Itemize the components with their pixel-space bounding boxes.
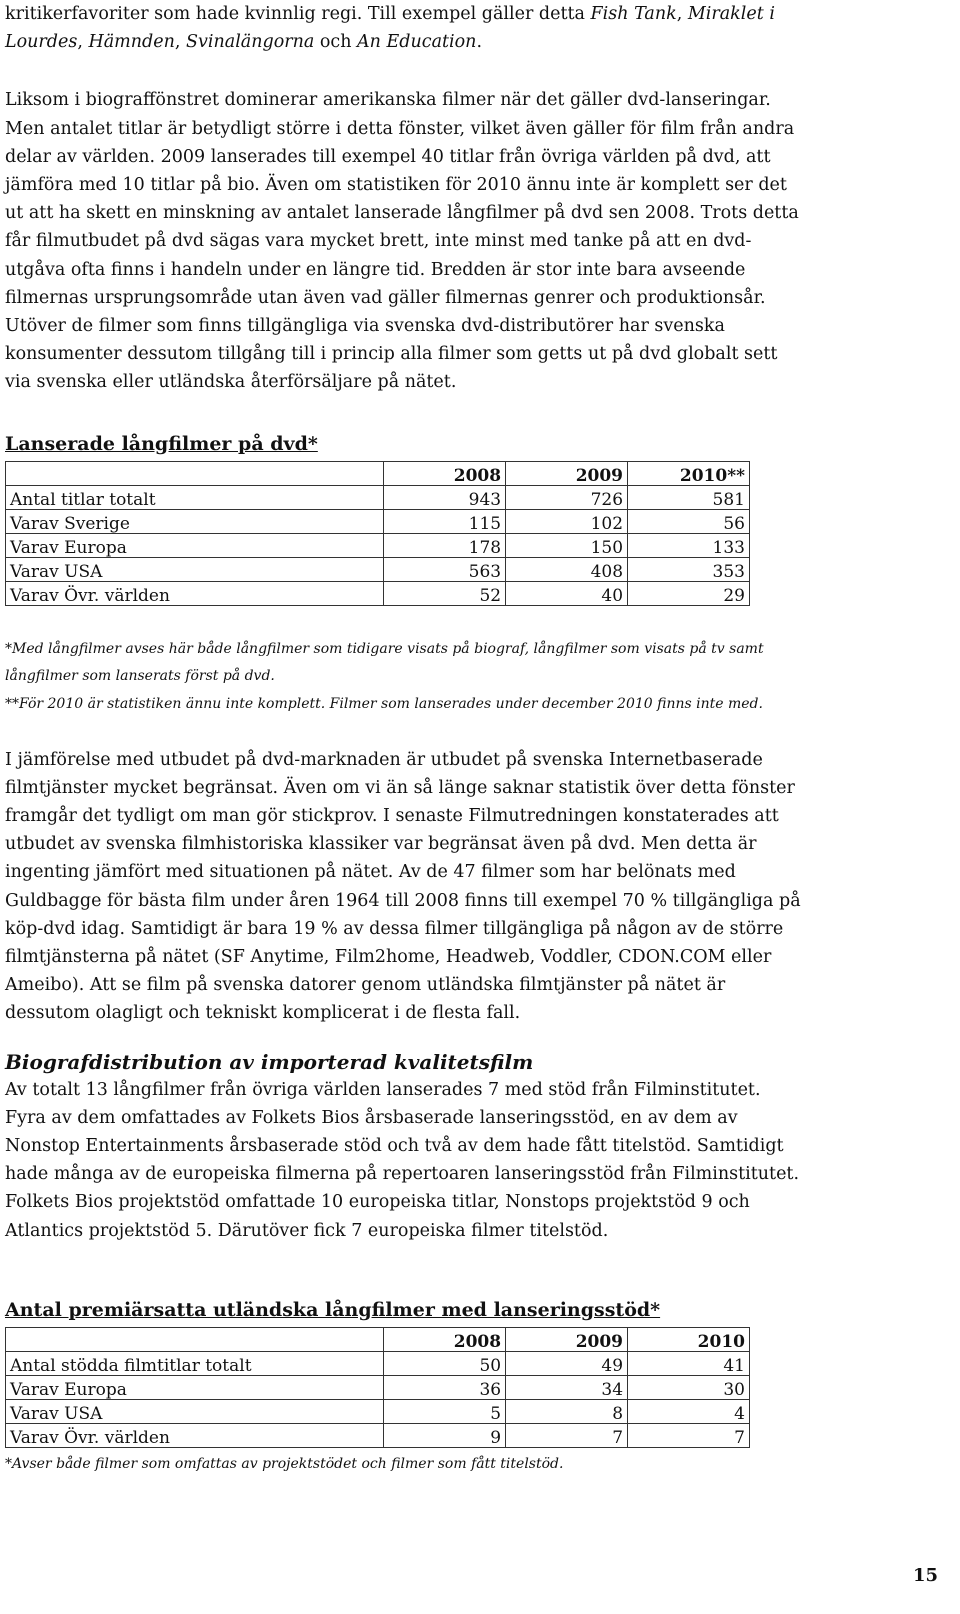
row-label-cell: Varav Övr. världen [6, 581, 384, 605]
value-cell: 36 [384, 1375, 506, 1399]
table2-footnote: *Avser både filmer som omfattas av projektstödet och filmer som fått titelstöd. [5, 1455, 564, 1472]
value-cell: 943 [384, 485, 506, 509]
header-cell-year: 2010** [628, 461, 750, 485]
table-row [6, 1351, 750, 1375]
table-header-row [6, 1327, 750, 1351]
table1-footnote-1: *Med långfilmer avses här både långfilmer som tidigare visats på biograf, långfilmer som visats på tv samt långfilmer som lanserats först på dvd. [5, 640, 764, 684]
value-cell: 40 [506, 581, 628, 605]
header-cell-year: 2010 [628, 1327, 750, 1351]
value-cell: 9 [384, 1423, 506, 1447]
value-cell: 41 [628, 1351, 750, 1375]
title-separator: . [476, 32, 483, 53]
row-label-cell: Varav Övr. världen [6, 1423, 384, 1447]
row-label-cell: Antal titlar totalt [6, 485, 384, 509]
value-cell: 353 [628, 557, 750, 581]
value-cell: 52 [384, 581, 506, 605]
value-cell: 30 [628, 1375, 750, 1399]
header-cell-year: 2008 [384, 461, 506, 485]
row-label-cell: Varav Europa [6, 1375, 384, 1399]
table-row [6, 485, 750, 509]
film-title: An Education [357, 32, 477, 53]
table-row [6, 581, 750, 605]
header-cell-year: 2009 [506, 1327, 628, 1351]
table-row [6, 1399, 750, 1423]
value-cell: 408 [506, 557, 628, 581]
value-cell: 49 [506, 1351, 628, 1375]
title-separator: , [676, 4, 688, 24]
title-separator: , [174, 32, 187, 53]
value-cell: 34 [506, 1375, 628, 1399]
dvd-paragraph: Liksom i biograffönstret dominerar amerikanska filmer när det gäller dvd-lanseringar. Men antalet titlar är betydligt större i detta fönster, vilket även gäller för film från andra delar av världen. 2009 lanserades till exempel 40 titlar från övriga världen på dvd, att jämföra med 10 titlar på bio. Även om statistiken för 2010 ännu inte är komplett ser det ut att ha skett en minskning av antalet lanserade långfilmer på dvd sen 2008. Trots detta får filmutbudet på dvd sägas vara mycket brett, inte minst med tanke på att en dvd-utgåva ofta finns i handeln under en längre tid. Bredden är stor inte bara avseende filmernas ursprungsområde utan även vad gäller filmernas genrer och produktionsår. Utöver de filmer som finns tillgängliga via svenska dvd-distributörer har svenska konsumenter dessutom tillgång till i princip alla filmer som getts ut på dvd globalt sett via svenska eller utländska återförsäljare på nätet. [5, 90, 799, 393]
value-cell: 29 [628, 581, 750, 605]
value-cell: 56 [628, 509, 750, 533]
support-table [5, 1327, 750, 1448]
table2-title: Antal premiärsatta utländska långfilmer med lanseringsstöd* [5, 1298, 661, 1321]
title-separator: och [314, 32, 358, 53]
value-cell: 102 [506, 509, 628, 533]
film-title: Miraklet i Lourdes [5, 4, 775, 53]
intro-text: kritikerfavoriter som hade kvinnlig regi. Till exempel gäller detta [5, 4, 591, 24]
row-label-cell: Antal stödda filmtitlar totalt [6, 1351, 384, 1375]
value-cell: 50 [384, 1351, 506, 1375]
row-label-cell: Varav Sverige [6, 509, 384, 533]
document-page [5, 0, 805, 1476]
header-cell-year: 2009 [506, 461, 628, 485]
header-cell-empty [6, 461, 384, 485]
row-label-cell: Varav Europa [6, 533, 384, 557]
table-row [6, 1375, 750, 1399]
page-number: 15 [912, 1565, 938, 1586]
bio-paragraph: Av totalt 13 långfilmer från övriga världen lanserades 7 med stöd från Filminstitutet. Fyra av dem omfattades av Folkets Bios årsbaserade lanseringsstöd, en av dem av Nonstop Entertainments årsbaserade stöd och två av dem hade fått titelstöd. Samtidigt hade många av de europeiska filmerna på repertoaren lanseringsstöd från Filminstitutet. Folkets Bios projektstöd omfattade 10 europeiska titlar, Nonstops projektstöd 9 och Atlantics projektstöd 5. Därutöver fick 7 europeiska filmer titelstöd. [5, 1079, 800, 1241]
table-row [6, 509, 750, 533]
film-title: Svinalängorna [186, 32, 315, 53]
value-cell: 4 [628, 1399, 750, 1423]
value-cell: 7 [506, 1423, 628, 1447]
intro-paragraph [5, 0, 805, 56]
film-title: Fish Tank [590, 4, 677, 24]
value-cell: 7 [628, 1423, 750, 1447]
table-row [6, 533, 750, 557]
value-cell: 563 [384, 557, 506, 581]
header-cell-year: 2008 [384, 1327, 506, 1351]
table-row [6, 557, 750, 581]
value-cell: 5 [384, 1399, 506, 1423]
value-cell: 150 [506, 533, 628, 557]
table1-title: Lanserade långfilmer på dvd* [5, 432, 318, 455]
value-cell: 8 [506, 1399, 628, 1423]
header-cell-empty [6, 1327, 384, 1351]
table-header-row [6, 461, 750, 485]
value-cell: 133 [628, 533, 750, 557]
row-label-cell: Varav USA [6, 557, 384, 581]
film-title: Hämnden [88, 32, 175, 53]
value-cell: 115 [384, 509, 506, 533]
value-cell: 178 [384, 533, 506, 557]
table1-footnote-2: **För 2010 är statistiken ännu inte komplett. Filmer som lanserades under december 2010 finns inte med. [5, 695, 763, 712]
dvd-releases-table [5, 461, 750, 606]
internet-paragraph: I jämförelse med utbudet på dvd-marknaden är utbudet på svenska Internetbaserade filmtjänster mycket begränsat. Även om vi än så länge saknar statistik över detta fönster framgår det tydligt om man gör stickprov. I senaste Filmutredningen konstaterades att utbudet av svenska filmhistoriska klassiker var begränsat även på dvd. Men detta är ingenting jämfört med situationen på nätet. Av de 47 filmer som har belönats med Guldbagge för bästa film under åren 1964 till 2008 finns till exempel 70 % tillgängliga på köp-dvd idag. Samtidigt är bara 19 % av dessa filmer tillgängliga på någon av de större filmtjänsterna på nätet (SF Anytime, Film2home, Headweb, Voddler, CDON.COM eller Ameibo). Att se film på svenska datorer genom utländska filmtjänster på nätet är dessutom olagligt och tekniskt komplicerat i de flesta fall. [5, 749, 801, 1024]
row-label-cell: Varav USA [6, 1399, 384, 1423]
title-separator: , [77, 32, 89, 53]
section-heading-bio: Biografdistribution av importerad kvalitetsfilm [5, 1049, 534, 1074]
value-cell: 726 [506, 485, 628, 509]
value-cell: 581 [628, 485, 750, 509]
table-row [6, 1423, 750, 1447]
